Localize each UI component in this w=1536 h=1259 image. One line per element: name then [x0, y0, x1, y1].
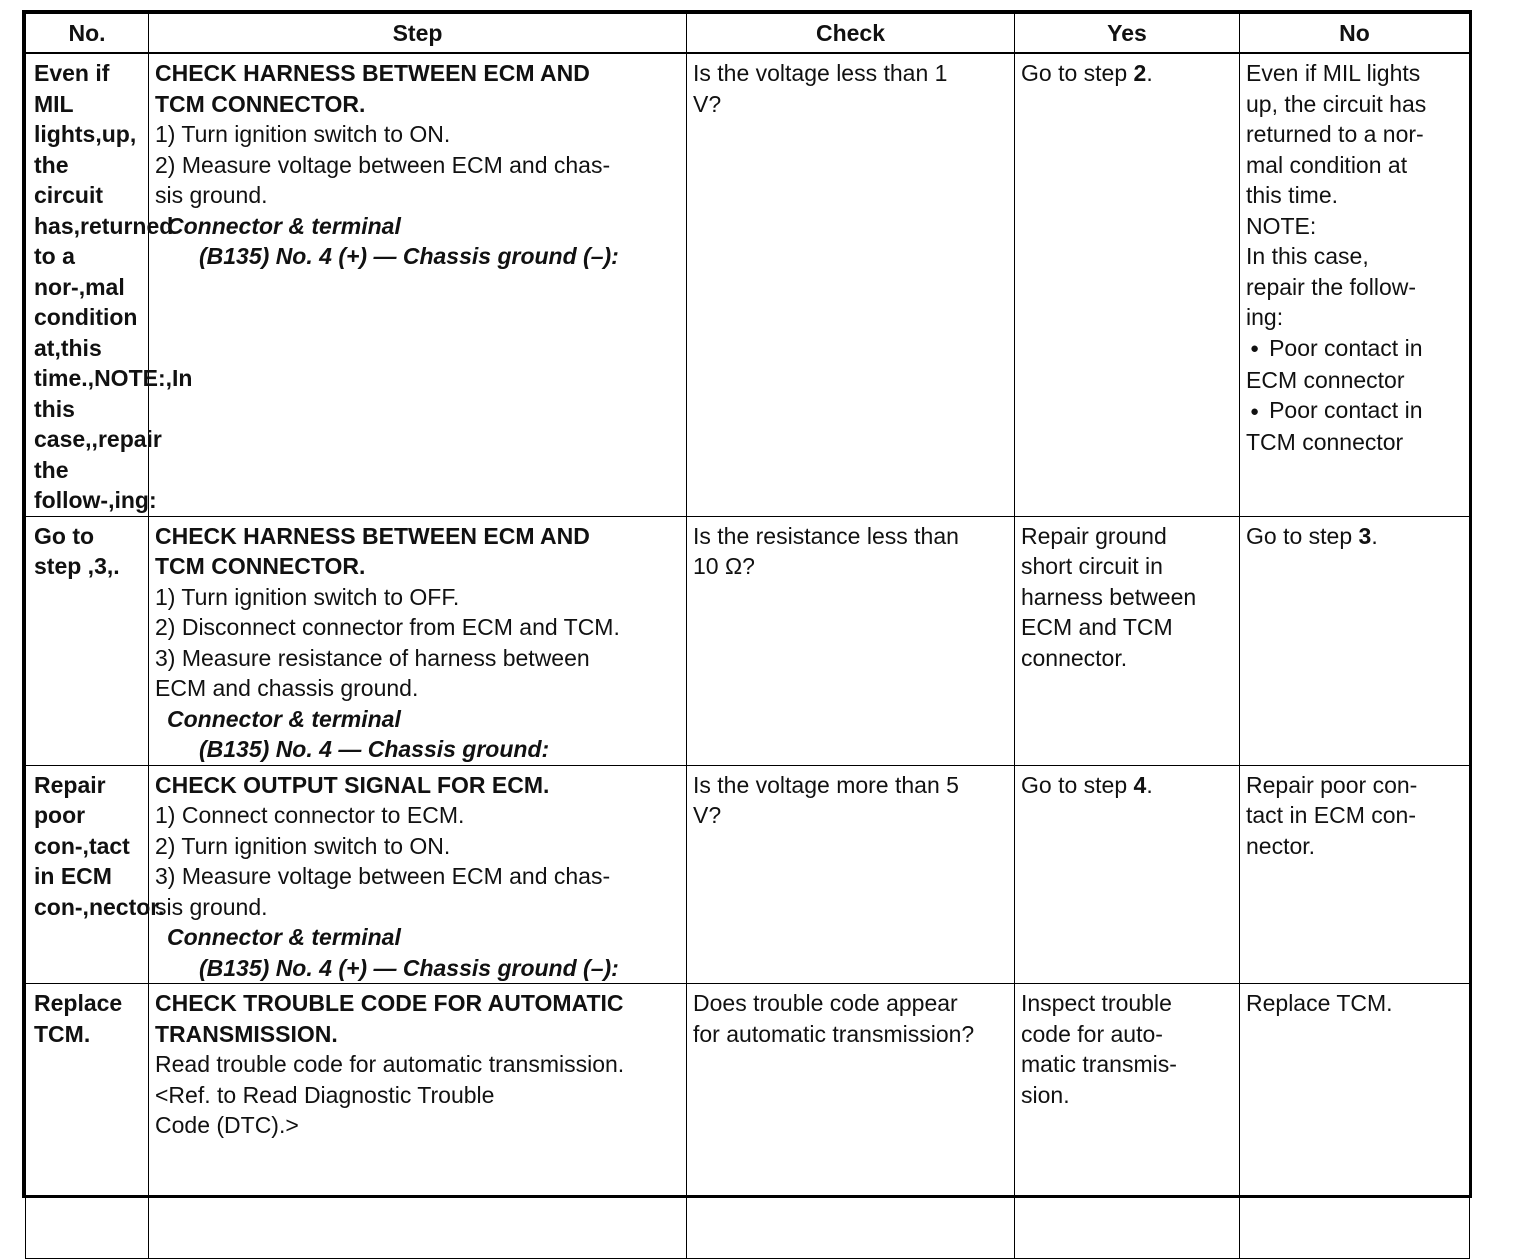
no-text: Repair poor con-: [1246, 771, 1418, 798]
step-number: Replace TCM.: [26, 984, 149, 1259]
yes-text: ECM and TCM: [1021, 614, 1173, 640]
check-cell: [687, 765, 1015, 984]
step-title: CHECK OUTPUT SIGNAL FOR ECM.: [155, 771, 550, 798]
table-row: [26, 516, 1470, 765]
check-cell: [687, 984, 1015, 1259]
check-text: Is the voltage less than 1: [693, 60, 948, 86]
no-text: up, the circuit has: [1246, 90, 1427, 117]
terminal-spec: (B135) No. 4 — Chassis ground:: [199, 736, 550, 762]
step-instruction: sis ground.: [155, 182, 268, 208]
step-instruction: 3) Measure voltage between ECM and chas-: [155, 863, 611, 889]
no-text: NOTE:: [1246, 212, 1317, 239]
no-text: .: [1371, 522, 1378, 549]
yes-text: matic transmis-: [1021, 1051, 1177, 1077]
no-text: ing:: [1246, 304, 1284, 330]
step-instruction: 1) Connect connector to ECM.: [155, 802, 465, 828]
header-check: Check: [687, 14, 1015, 54]
step-title: TRANSMISSION.: [155, 1020, 338, 1047]
table-row: [26, 53, 1470, 516]
check-text: Does trouble code appear: [693, 990, 958, 1016]
no-text: this time.: [1246, 182, 1339, 208]
step-cell: [149, 984, 687, 1259]
bullet-item: ● Poor contact in: [1246, 333, 1463, 365]
step-instruction: 1) Turn ignition switch to OFF.: [155, 583, 460, 610]
connector-label: Connector & terminal: [167, 924, 401, 950]
check-text: V?: [693, 90, 722, 117]
check-cell: [687, 516, 1015, 765]
diagnostic-table: [25, 13, 1470, 1259]
check-text: 10 Ω?: [693, 553, 755, 579]
check-text: Is the voltage more than 5: [693, 771, 959, 798]
no-text: In this case,: [1246, 243, 1369, 269]
yes-text: Go to step: [1021, 60, 1134, 86]
yes-text: connector.: [1021, 644, 1128, 671]
header-no: No.: [26, 14, 149, 54]
step-instruction: ECM and chassis ground.: [155, 675, 419, 701]
step-number: Even if MIL lights,up, the circuit has,returned to a nor-,mal condition at,this time.,NOTE:,In this case,,repair the follow-,ing:: [26, 53, 149, 516]
check-text: V?: [693, 802, 722, 828]
step-title: CHECK HARNESS BETWEEN ECM AND: [155, 60, 590, 86]
step-reference: 2: [1133, 60, 1147, 86]
header-no-result: No: [1240, 14, 1470, 54]
no-cell: [1240, 516, 1470, 765]
diagnostic-table-frame: [22, 10, 1472, 1198]
step-reference: 3: [1358, 522, 1372, 549]
check-text: Is the resistance less than: [693, 522, 959, 549]
step-instruction: 2) Turn ignition switch to ON.: [155, 832, 451, 859]
yes-cell: [1015, 516, 1240, 765]
step-instruction: 2) Disconnect connector from ECM and TCM.: [155, 614, 620, 640]
bullet-item-cont: TCM connector: [1246, 429, 1404, 456]
step-title: TCM CONNECTOR.: [155, 90, 366, 117]
yes-text: sion.: [1021, 1081, 1070, 1108]
connector-label: Connector & terminal: [167, 212, 401, 239]
header-row: [26, 14, 1470, 54]
step-reference: 4: [1133, 771, 1147, 798]
no-cell: [1240, 53, 1470, 516]
yes-cell: [1015, 53, 1240, 516]
step-title: TCM CONNECTOR.: [155, 553, 366, 579]
header-step: Step: [149, 14, 687, 54]
table-row: [26, 984, 1470, 1259]
step-number: Repair poor con-,tact in ECM con-,nector.: [26, 765, 149, 984]
terminal-spec: (B135) No. 4 (+) — Chassis ground (–):: [199, 243, 619, 269]
step-instruction: 3) Measure resistance of harness between: [155, 644, 590, 671]
yes-text: code for auto-: [1021, 1020, 1163, 1047]
step-instruction: Code (DTC).>: [155, 1112, 299, 1138]
no-text: returned to a nor-: [1246, 121, 1424, 147]
check-text: for automatic transmission?: [693, 1020, 975, 1047]
step-instruction: Read trouble code for automatic transmission.: [155, 1051, 625, 1077]
step-cell: [149, 53, 687, 516]
no-cell: [1240, 984, 1470, 1259]
yes-cell: [1015, 984, 1240, 1259]
no-text: Replace TCM.: [1246, 990, 1393, 1016]
no-cell: [1240, 765, 1470, 984]
yes-text: .: [1146, 60, 1153, 86]
yes-text: Repair ground: [1021, 522, 1167, 549]
yes-cell: [1015, 765, 1240, 984]
step-cell: [149, 765, 687, 984]
step-cell: [149, 516, 687, 765]
yes-text: Inspect trouble: [1021, 990, 1172, 1016]
terminal-spec: (B135) No. 4 (+) — Chassis ground (–):: [199, 954, 619, 981]
bullet-item-cont: ECM connector: [1246, 366, 1405, 393]
connector-label: Connector & terminal: [167, 705, 401, 732]
step-instruction: sis ground.: [155, 893, 268, 920]
yes-text: .: [1146, 771, 1153, 798]
yes-text: Go to step: [1021, 771, 1134, 798]
no-text: repair the follow-: [1246, 273, 1417, 300]
no-text: Even if MIL lights: [1246, 60, 1421, 86]
yes-text: short circuit in: [1021, 553, 1163, 579]
no-text: Go to step: [1246, 522, 1359, 549]
step-instruction: <Ref. to Read Diagnostic Trouble: [155, 1081, 495, 1108]
header-yes: Yes: [1015, 14, 1240, 54]
check-cell: [687, 53, 1015, 516]
step-instruction: 2) Measure voltage between ECM and chas-: [155, 151, 611, 178]
step-title: CHECK HARNESS BETWEEN ECM AND: [155, 522, 590, 549]
step-number: Go to step ,3,.: [26, 516, 149, 765]
no-text: mal condition at: [1246, 151, 1408, 178]
no-text: nector.: [1246, 832, 1316, 859]
no-text: tact in ECM con-: [1246, 802, 1416, 828]
bullet-item: ● Poor contact in: [1246, 395, 1463, 427]
step-instruction: 1) Turn ignition switch to ON.: [155, 121, 451, 147]
step-title: CHECK TROUBLE CODE FOR AUTOMATIC: [155, 990, 624, 1016]
table-row: [26, 765, 1470, 984]
yes-text: harness between: [1021, 583, 1197, 610]
